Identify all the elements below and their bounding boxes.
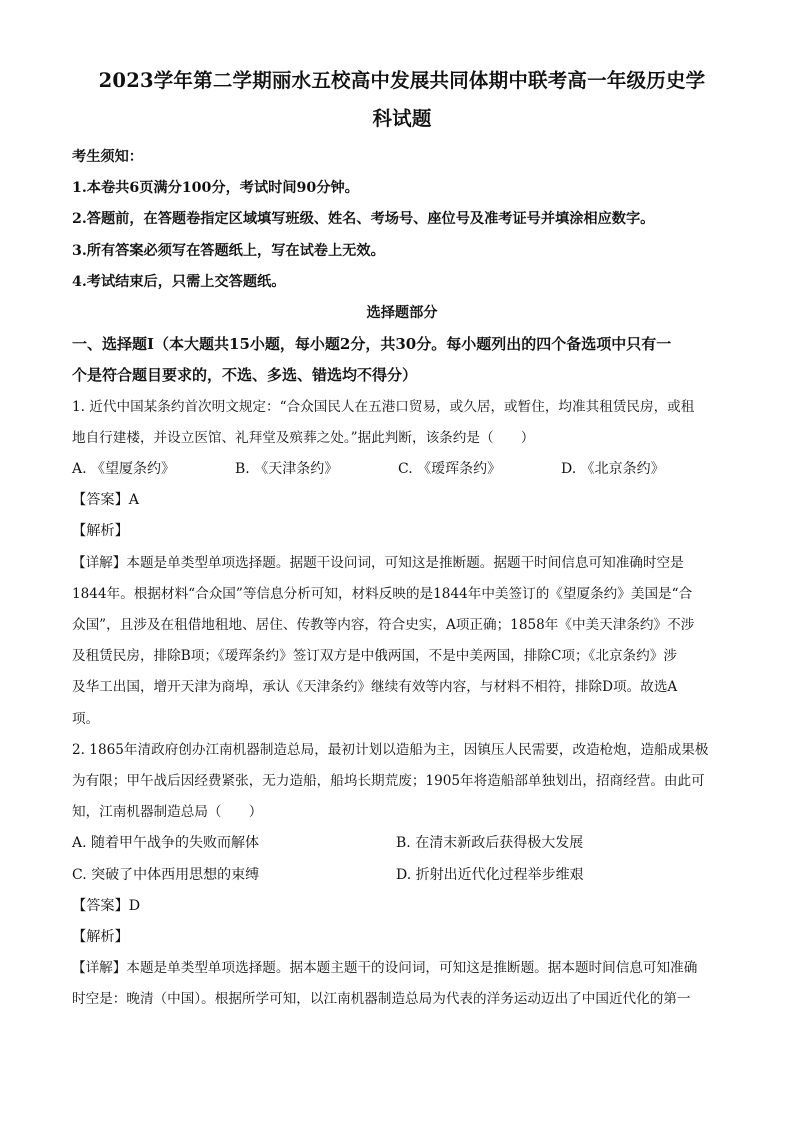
option-c: C. 突破了中体西用思想的束缚: [72, 866, 260, 883]
notice-item: 1.本卷共6页满分100分，考试时间90分钟。: [72, 180, 359, 197]
question-options: [72, 454, 732, 485]
question-stem: 2. 1865年清政府创办江南机器制造总局，最初计划以造船为主，因镇压人民需要，改造枪炮，造船成果极: [72, 741, 709, 758]
detail-text: 本题是单类型单项选择题。据题干设问词，可知这是推断题。据题干时间信息可知准确时空是: [126, 554, 684, 571]
option-c: C. 《瑷珲条约》: [398, 461, 502, 478]
notice-item: 4.考试结束后，只需上交答题纸。: [72, 273, 286, 290]
option-d: D. 折射出近代化过程举步维艰: [396, 866, 584, 883]
notice-item: 2.答题前，在答题卷指定区域填写班级、姓名、考场号、座位号及准考证号并填涂相应数字。: [72, 211, 655, 228]
exam-title-line2: 科试题: [372, 107, 432, 130]
detail-line: [72, 548, 732, 579]
question-stem: 1. 近代中国某条约首次明文规定：“合众国民人在五港口贸易，或久居，或暂住，均准其租赁民房，或租: [72, 398, 695, 415]
answer-label: 【答案】: [72, 492, 129, 509]
answer-line: [72, 485, 732, 516]
option-b: B. 在清末新政后获得极大发展: [396, 835, 584, 852]
answer-value: A: [128, 492, 140, 509]
part-title: 选择题部分: [366, 305, 438, 322]
exam-title-line1: 2023学年第二学期丽水五校高中发展共同体期中联考高一年级历史学: [98, 69, 706, 92]
detail-line: 及租赁民房，排除B项；《瑷珲条约》签订双方是中俄两国，不是中美两国，排除C项；《北京条约》涉: [72, 648, 677, 665]
question-stem: 知，江南机器制造总局（ ）: [72, 804, 263, 821]
section-heading-line1: 一、选择题Ⅰ（本大题共15小题，每小题2分，共30分。每小题列出的四个备选项中只有一: [72, 335, 672, 354]
detail-line: [72, 953, 732, 984]
notice-heading: 考生须知：: [72, 149, 143, 165]
question-1: [72, 392, 732, 735]
exam-page: [72, 62, 732, 1016]
option-a: A. 随着甲午战争的失败而解体: [72, 835, 260, 852]
question-stem: 地自行建楼，并设立医馆、礼拜堂及殡葬之处。”据此判断，该条约是（ ）: [72, 429, 535, 446]
option-a: A. 《望厦条约》: [72, 461, 176, 478]
detail-line: 项。: [72, 710, 100, 727]
option-d: D. 《北京条约》: [561, 461, 665, 478]
answer-value: D: [128, 897, 141, 914]
notice-item: 3.所有答案必须写在答题纸上，写在试卷上无效。: [72, 242, 385, 259]
detail-line: 及华工出国，增开天津为商埠，承认《天津条约》继续有效等内容，与材料不相符，排除D项。故选A: [72, 679, 678, 696]
question-options: [72, 828, 732, 859]
detail-line: 众国”，且涉及在租借地租地、居住、传教等内容，符合史实，A项正确；1858年《中美天津条约》不涉: [72, 617, 695, 634]
option-b: B. 《天津条约》: [235, 461, 339, 478]
question-stem: 为有限；甲午战后因经费紧张，无力造船，船坞长期荒废；1905年将造船部单独划出，招商经营。由此可: [72, 773, 705, 790]
detail-label: 【详解】: [72, 554, 127, 571]
notice-block: [72, 142, 732, 298]
detail-line: 时空是：晚清（中国）。根据所学可知，以江南机器制造总局为代表的洋务运动迈出了中国近代化的第一: [72, 991, 691, 1008]
analysis-label: 【解析】: [72, 523, 129, 540]
detail-line: 1844年。根据材料“合众国”等信息分析可知，材料反映的是1844年中美签订的《望厦条约》美国是“合: [72, 585, 693, 602]
answer-line: [72, 891, 732, 922]
analysis-label: 【解析】: [72, 929, 129, 946]
question-options: [72, 860, 732, 891]
detail-text: 本题是单类型单项选择题。据本题主题干的设问词，可知这是推断题。据本题时间信息可知准确: [126, 960, 698, 977]
question-2: [72, 735, 732, 1016]
answer-label: 【答案】: [72, 897, 129, 914]
section-heading-line2: 个是符合题目要求的，不选、多选、错选均不得分）: [72, 366, 418, 385]
detail-label: 【详解】: [72, 960, 127, 977]
